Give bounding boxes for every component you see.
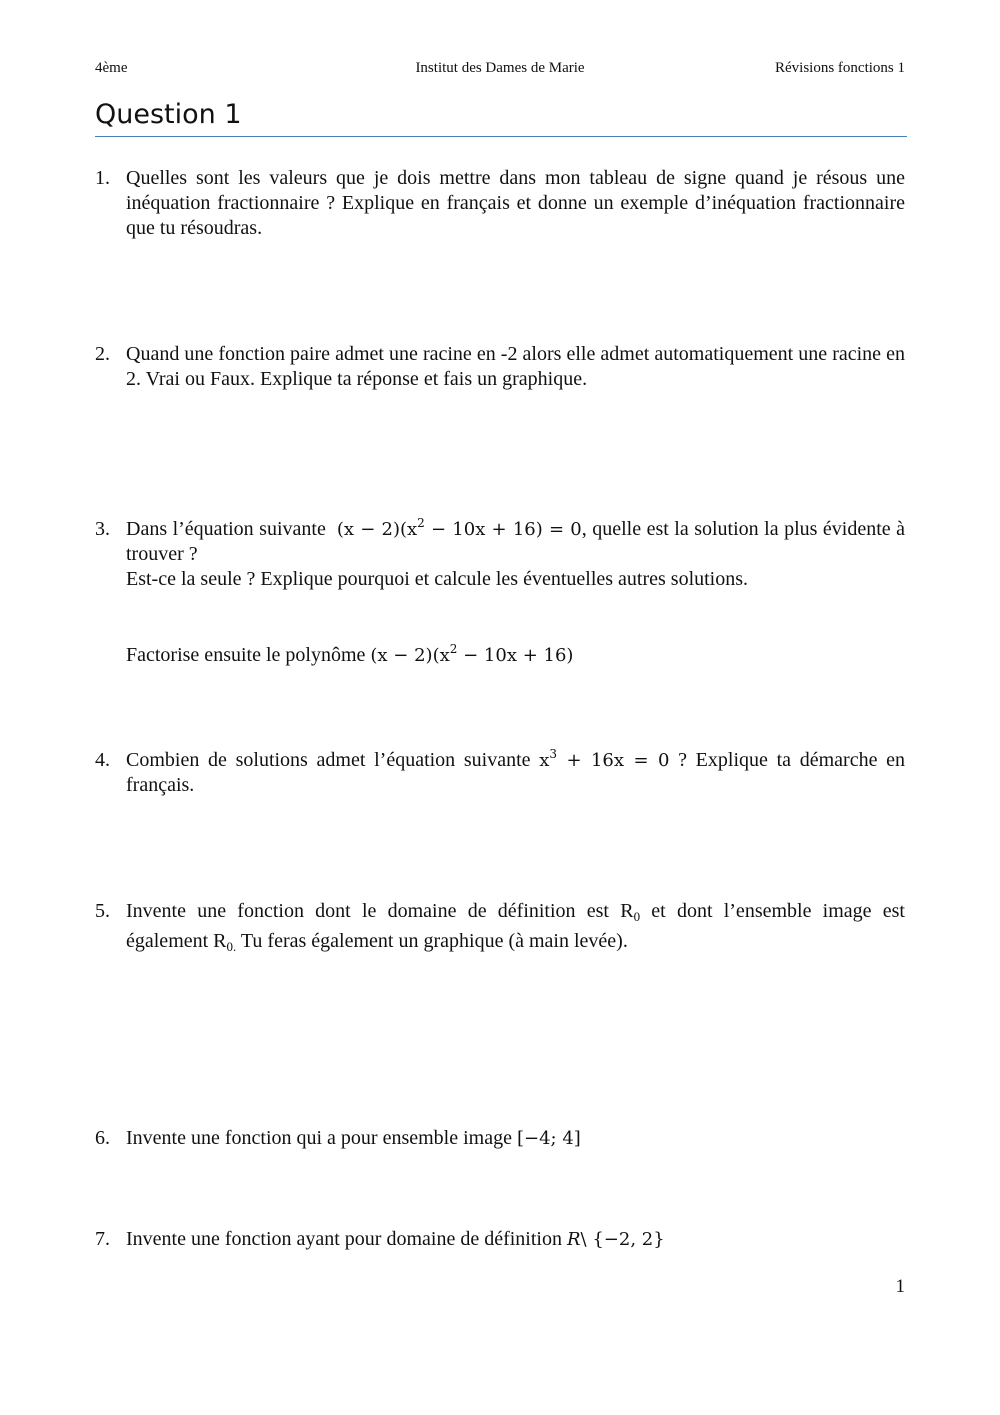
question-text: Est-ce la seule ? Explique pourquoi et calcule les éventuelles autres solutions. xyxy=(126,568,749,590)
header-school: Institut des Dames de Marie xyxy=(415,60,585,76)
question-number: 6. xyxy=(95,1127,110,1149)
question-2 xyxy=(95,342,905,392)
equation: $(x - 2)(x^2 - 10x + 16) = 0$ xyxy=(336,516,582,540)
question-text: Factorise ensuite le polynôme $(x - 2)(x^2 - 10x + 16)$ xyxy=(126,642,574,666)
question-number: 2. xyxy=(95,343,110,365)
question-7 xyxy=(95,1227,905,1252)
question-text: Dans l’équation suivante $(x - 2)(x^2 - 10x + 16) = 0$, quelle est la solution la plus évidente à trouver ? xyxy=(126,516,906,565)
question-6 xyxy=(95,1126,905,1151)
question-text: Invente une fonction dont le domaine de définition est $R_0$ et dont l’ensemble image est également $R_{0.}$ Tu feras également un graphique (à main levée). xyxy=(126,900,905,954)
question-text: Quand une fonction paire admet une racine en -2 alors elle admet automatiquement une racine en 2. Vrai ou Faux. Explique ta réponse et fais un graphique. xyxy=(126,343,905,390)
question-number: 3. xyxy=(95,518,110,540)
question-number: 1. xyxy=(95,167,110,189)
question-number: 4. xyxy=(95,749,110,771)
question-3 xyxy=(95,517,905,668)
question-4 xyxy=(95,748,905,798)
question-1 xyxy=(95,166,905,241)
question-text: Combien de solutions admet l’équation suivante $x^3 + 16x = 0$ ? Explique ta démarche en français. xyxy=(126,747,906,796)
question-number: 5. xyxy=(95,900,110,922)
question-text: Quelles sont les valeurs que je dois mettre dans mon tableau de signe quand je résous une inéquation fractionnaire ? Explique en français et donne un exemple d’inéquation fractionnaire que tu résoudras. xyxy=(126,167,905,239)
header-topic: Révisions fonctions 1 xyxy=(775,60,905,76)
page-header xyxy=(95,60,905,82)
page-title: Question 1 xyxy=(95,96,907,137)
page-number: 1 xyxy=(895,1276,905,1297)
question-text: Invente une fonction qui a pour ensemble image [−4; 4] xyxy=(126,1127,581,1149)
question-text: Invente une fonction ayant pour domaine de définition R\ {−2, 2} xyxy=(126,1228,665,1250)
header-class: 4ème xyxy=(95,60,128,76)
polynomial: $(x - 2)(x^2 - 10x + 16)$ xyxy=(370,642,574,666)
domain-set: R\ {−2, 2} xyxy=(566,1229,665,1250)
question-5 xyxy=(95,899,905,959)
interval: [−4; 4] xyxy=(517,1128,581,1149)
question-number: 7. xyxy=(95,1228,110,1250)
equation: $x^3 + 16x = 0$ xyxy=(539,747,670,771)
